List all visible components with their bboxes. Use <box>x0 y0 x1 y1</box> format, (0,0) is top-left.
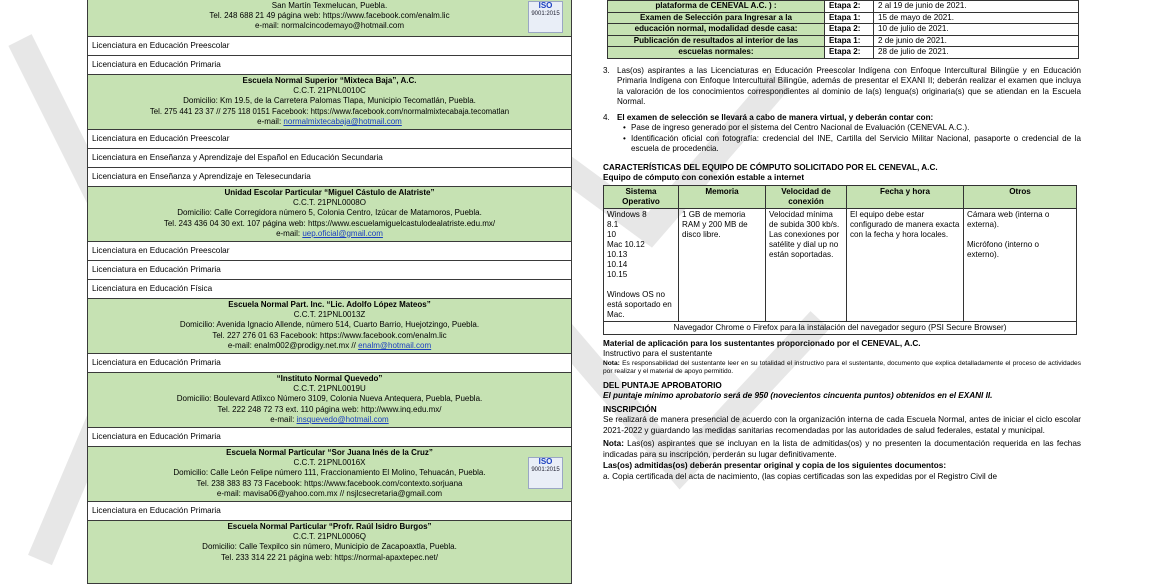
degree-item: Licenciatura en Educación Física <box>87 280 572 299</box>
school-phone: Tel. 238 383 83 73 Facebook: https://www.facebook.com/contexto.sorjuana <box>196 478 463 488</box>
table-row <box>608 1 1079 13</box>
school-card-escuela-cinco-de-mayo <box>87 0 572 37</box>
degree-item: Licenciatura en Educación Primaria <box>87 56 572 75</box>
school-address: San Martín Texmelucan, Puebla. <box>271 1 388 10</box>
column-header: Otros <box>964 185 1077 208</box>
column-header: Sistema Operativo <box>604 185 679 208</box>
section-subheading: Equipo de cómputo con conexión estable a internet <box>603 173 805 182</box>
school-phone: Tel. 248 688 21 49 página web: https://www.facebook.com/enalm.lic <box>209 11 450 21</box>
school-address: Domicilio: Calle León Felipe número 111, Fraccionamiento El Molino, Tehuacán, Puebla. <box>173 468 486 478</box>
school-card-mixteca-baja <box>87 75 572 130</box>
table-row <box>608 12 1079 24</box>
stage-label: plataforma de CENEVAL A.C. ) : <box>608 1 825 13</box>
school-card-instituto-quevedo <box>87 373 572 428</box>
school-email-line: e-mail: normalmixtecabaja@hotmail.com <box>257 116 402 126</box>
passing-score-text: El puntaje mínimo aprobatorio será de 950 (novecientos cincuenta puntos) obtenidos en el EXANI II. <box>603 391 993 400</box>
table-row <box>604 208 1077 321</box>
table-cell: El equipo debe estar configurado de manera exacta con la fecha y hora locales. <box>847 208 964 321</box>
school-name: Escuela Normal Superior “Mixteca Baja”, A.C. <box>242 76 417 85</box>
school-phone: Tel. 243 436 04 30 ext. 107 página web: https://www.escuelamiguelcastulodealatriste.edu.mx/ <box>163 218 496 228</box>
table-row <box>608 35 1079 47</box>
stage-date: 15 de mayo de 2021. <box>874 12 1079 24</box>
document-item: a. Copia certificada del acta de nacimiento, (las copias certificadas son las expedidas por el Registro Civil de <box>603 471 998 481</box>
item-title: El examen de selección se llevará a cabo de manera virtual, y deberán contar con: <box>617 112 934 122</box>
stages-dates-table <box>607 0 1079 59</box>
section-heading: INSCRIPCIÓN <box>603 404 657 414</box>
note-text: Las(os) aspirantes que se incluyan en la lista de admitidas(os) y no presenten la documentación requerida en las fechas indicadas para su inscripción, perderán su lugar definitivamente. <box>603 439 1081 459</box>
school-phone: Tel. 222 248 72 73 ext. 110 página web: http://www.inq.edu.mx/ <box>217 404 442 414</box>
degree-item: Licenciatura en Educación Primaria <box>87 354 572 373</box>
section-heading: CARACTERÍSTICAS DEL EQUIPO DE CÓMPUTO SOLICITADO POR EL CENEVAL, A.C. <box>603 162 938 172</box>
table-cell: Windows 8 8.1 10 Mac 10.12 10.13 10.14 10.15 Windows OS no está soportado en Mac. <box>604 208 679 321</box>
note <box>603 360 1081 376</box>
school-name: Escuela Normal Particular “Profr. Raúl Isidro Burgos” <box>227 522 432 531</box>
table-row <box>604 321 1077 334</box>
bullet-item: • Identificación oficial con fotografía: credencial del INE, Cartilla del Servicio Militar Nacional, pasaporte o credencial de la escuela de procedencia. <box>623 133 1081 153</box>
school-phone: Tel. 275 441 23 37 // 275 118 0151 Facebook: https://www.facebook.com/normalmixtecabaja.tecomatlan <box>149 106 510 116</box>
table-cell: Velocidad mínima de subida 300 kb/s. Las conexiones por satélite y dial up no están soportadas. <box>766 208 847 321</box>
school-email: e-mail: normalcincodemayo@hotmail.com <box>254 21 405 31</box>
equipment-table <box>603 185 1077 335</box>
school-email-link[interactable]: insquevedo@hotmail.com <box>296 414 389 424</box>
item-number: 4. <box>603 112 610 122</box>
school-address: Domicilio: Boulevard Atlixco Número 3109, Colonia Nueva Antequera, Puebla, Puebla. <box>176 394 483 404</box>
degree-item: Licenciatura en Educación Primaria <box>87 261 572 280</box>
degree-item: Licenciatura en Educación Preescolar <box>87 130 572 149</box>
school-cct: C.C.T. 21PNL0010C <box>293 86 366 96</box>
iso-certification-logo: ISO 9001:2015 <box>528 457 563 489</box>
school-email-line: e-mail: enalm002@prodigy.net.mx // enalm@hotmail.com <box>227 340 432 350</box>
degree-item: Licenciatura en Educación Preescolar <box>87 242 572 261</box>
stage-etapa: Etapa 2: <box>825 1 874 13</box>
inscripcion-text: Se realizará de manera presencial de acuerdo con la organización interna de cada Escuela Normal, antes de iniciar el ciclo escolar 2021-2022 y guardando las medidas sanitarias recomendadas por las autoridades de salud federales, estatal y municipal. <box>603 415 1081 435</box>
note <box>603 439 1081 460</box>
documents-heading: Las(os) admitidas(os) deberán presentar original y copia de los siguientes documentos: <box>603 461 947 470</box>
school-address: Domicilio: Avenida Ignacio Allende, número 514, Cuarto Barrio, Huejotzingo, Puebla. <box>179 320 480 330</box>
school-address: Domicilio: Calle Corregidora número 5, Colonia Centro, Izúcar de Matamoros, Puebla. <box>177 208 482 218</box>
school-cct: C.C.T. 21PNL0006Q <box>293 532 366 542</box>
material-item: Instructivo para el sustentante <box>603 349 713 358</box>
school-email-line: e-mail: uep.oficial@gmail.com <box>276 228 383 238</box>
school-email-link[interactable]: uep.oficial@gmail.com <box>302 228 383 238</box>
normal-schools-directory <box>87 0 572 570</box>
section-heading: DEL PUNTAJE APROBATORIO <box>603 380 722 390</box>
note-text: Es responsabilidad del sustentante leer en su totalidad el instructivo para el sustentante, documento que explica detalladamente el proceso de actividades por realizar y el material de apoyo permitido. <box>603 359 1081 375</box>
degree-item: Licenciatura en Educación Primaria <box>87 502 572 521</box>
bullet-item: • Pase de ingreso generado por el sistema del Centro Nacional de Evaluación (CENEVAL A.C.). <box>623 123 970 132</box>
school-name: Escuela Normal Particular “Sor Juana Inés de la Cruz” <box>226 448 433 457</box>
school-address: Domicilio: Calle Texpilco sin número, Municipio de Zacapoaxtla, Puebla. <box>202 542 457 552</box>
school-card-adolfo-lopez-mateos <box>87 299 572 354</box>
note-label: Nota: <box>603 359 620 367</box>
stage-date: 2 al 19 de junio de 2021. <box>874 1 1079 13</box>
note-label: Nota: <box>603 439 624 448</box>
school-card-raul-isidro-burgos <box>87 521 572 584</box>
stage-label: Publicación de resultados al interior de las <box>608 35 825 47</box>
column-header: Memoria <box>679 185 766 208</box>
requirement-3 <box>603 66 1081 108</box>
requirement-4 <box>603 113 1081 155</box>
bullet-icon: • <box>623 123 626 132</box>
iso-certification-logo: ISO 9001:2015 <box>528 1 563 33</box>
convocatoria-details <box>603 0 1081 570</box>
school-name: Unidad Escolar Particular “Miguel Cástulo de Alatriste” <box>224 188 435 197</box>
table-row <box>608 47 1079 59</box>
item-number: 3. <box>603 65 610 75</box>
school-email-line: e-mail: insquevedo@hotmail.com <box>270 414 389 424</box>
school-phone: Tel. 233 314 22 21 página web: https://normal-apaxtepec.net/ <box>220 552 439 562</box>
stage-etapa: Etapa 1: <box>825 35 874 47</box>
table-cell: 1 GB de memoria RAM y 200 MB de disco libre. <box>679 208 766 321</box>
stage-date: 10 de julio de 2021. <box>874 24 1079 36</box>
school-email-link[interactable]: normalmixtecabaja@hotmail.com <box>283 116 402 126</box>
school-email: e-mail: mavisa06@yahoo.com.mx // nsjlcsecretaria@gmail.com <box>216 488 443 498</box>
stage-etapa: Etapa 2: <box>825 24 874 36</box>
stage-label: educación normal, modalidad desde casa: <box>608 24 825 36</box>
stage-etapa: Etapa 2: <box>825 47 874 59</box>
school-phone: Tel. 227 276 01 63 Facebook: https://www.facebook.com/enalm.lic <box>212 330 447 340</box>
school-cct: C.C.T. 21PNL0013Z <box>293 310 366 320</box>
table-row <box>608 24 1079 36</box>
school-card-miguel-castulo <box>87 187 572 242</box>
school-email-link[interactable]: enalm@hotmail.com <box>358 340 432 350</box>
school-cct: C.C.T. 21PNL0016X <box>293 458 366 468</box>
column-header: Fecha y hora <box>847 185 964 208</box>
table-cell: Cámara web (interna o externa). Micrófono (interno o externo). <box>964 208 1077 321</box>
degree-item: Licenciatura en Enseñanza y Aprendizaje en Telesecundaria <box>87 168 572 187</box>
item-text: Las(os) aspirantes a las Licenciaturas en Educación Preescolar Indígena con Enfoque Intercultural Bilingüe y en Educación Primaria Indígena con Enfoque Intercultural Bilingüe, además de presentar el EXANI II; deberán realizar el examen que incluya la valoración de los conocimientos correspondientes al dominio de la(s) lengua(s) originaria(s) que se atiendan en la Escuela Normal. <box>617 65 1081 106</box>
stage-label: escuelas normales: <box>608 47 825 59</box>
stage-label: Examen de Selección para Ingresar a la <box>608 12 825 24</box>
degree-item: Licenciatura en Enseñanza y Aprendizaje del Español en Educación Secundaria <box>87 149 572 168</box>
table-footer-note: Navegador Chrome o Firefox para la instalación del navegador seguro (PSI Secure Browser) <box>604 321 1077 334</box>
degree-item: Licenciatura en Educación Primaria <box>87 428 572 447</box>
school-address: Domicilio: Km 19.5, de la Carretera Palomas Tlapa, Municipio Tecomatlán, Puebla. <box>183 96 476 106</box>
column-header: Velocidad de conexión <box>766 185 847 208</box>
school-cct: C.C.T. 21PNL0019U <box>293 384 366 394</box>
school-name: “Instituto Normal Quevedo” <box>276 374 383 383</box>
school-card-sor-juana <box>87 447 572 502</box>
material-heading: Material de aplicación para los sustentantes proporcionado por el CENEVAL, A.C. <box>603 338 921 348</box>
degree-item: Licenciatura en Educación Preescolar <box>87 37 572 56</box>
school-cct: C.C.T. 21PNL0008O <box>293 198 366 208</box>
bullet-icon: • <box>623 133 626 143</box>
table-header-row <box>604 185 1077 208</box>
stage-date: 2 de junio de 2021. <box>874 35 1079 47</box>
stage-date: 28 de julio de 2021. <box>874 47 1079 59</box>
stage-etapa: Etapa 1: <box>825 12 874 24</box>
school-name: Escuela Normal Part. Inc. “Lic. Adolfo López Mateos” <box>228 300 431 309</box>
